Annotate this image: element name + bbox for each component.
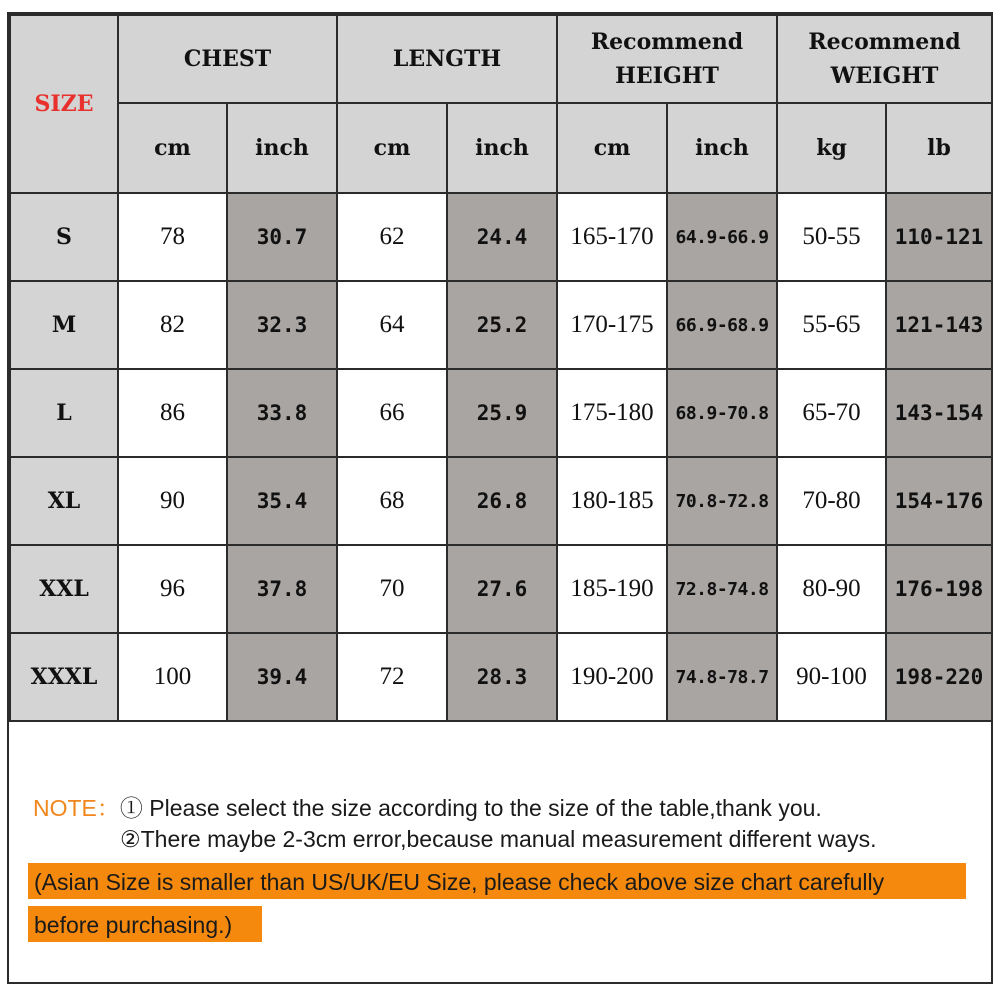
value-cell: 70.8-72.8 bbox=[667, 457, 777, 545]
value-cell: 110-121 bbox=[886, 193, 992, 281]
unit-cell: cm bbox=[557, 103, 667, 193]
value-cell: 96 bbox=[118, 545, 227, 633]
table-body bbox=[10, 193, 992, 721]
size-cell: L bbox=[10, 369, 118, 457]
size-table bbox=[9, 14, 993, 722]
length-header-label: LENGTH bbox=[392, 46, 502, 72]
value-cell: 55-65 bbox=[777, 281, 886, 369]
height-header-line1: Recommend bbox=[590, 29, 744, 55]
value-cell: 50-55 bbox=[777, 193, 886, 281]
value-cell: 154-176 bbox=[886, 457, 992, 545]
value-cell: 65-70 bbox=[777, 369, 886, 457]
value-cell: 66 bbox=[337, 369, 447, 457]
value-cell: 30.7 bbox=[227, 193, 337, 281]
weight-header-line1: Recommend bbox=[808, 29, 961, 55]
value-cell: 32.3 bbox=[227, 281, 337, 369]
size-chart bbox=[7, 12, 993, 984]
value-cell: 70-80 bbox=[777, 457, 886, 545]
value-cell: 190-200 bbox=[557, 633, 667, 721]
size-header-label: SIZE bbox=[34, 91, 94, 117]
header-row bbox=[10, 15, 992, 103]
weight-header bbox=[777, 15, 992, 103]
value-cell: 143-154 bbox=[886, 369, 992, 457]
height-header-line2: HEIGHT bbox=[615, 63, 719, 89]
length-header bbox=[337, 15, 557, 103]
value-cell: 86 bbox=[118, 369, 227, 457]
value-cell: 90 bbox=[118, 457, 227, 545]
value-cell: 25.2 bbox=[447, 281, 557, 369]
weight-header-line2: WEIGHT bbox=[830, 63, 939, 89]
value-cell: 170-175 bbox=[557, 281, 667, 369]
size-cell: M bbox=[10, 281, 118, 369]
height-header bbox=[557, 15, 777, 103]
table-row bbox=[10, 545, 992, 633]
warning-line-2: before purchasing.) bbox=[28, 906, 262, 942]
unit-cell: kg bbox=[777, 103, 886, 193]
value-cell: 74.8-78.7 bbox=[667, 633, 777, 721]
value-cell: 82 bbox=[118, 281, 227, 369]
chest-header-label: CHEST bbox=[183, 46, 272, 72]
size-cell: XXL bbox=[10, 545, 118, 633]
value-cell: 175-180 bbox=[557, 369, 667, 457]
units-row bbox=[10, 103, 992, 193]
note-label: NOTE： bbox=[33, 795, 120, 821]
value-cell: 121-143 bbox=[886, 281, 992, 369]
unit-cell: lb bbox=[886, 103, 992, 193]
value-cell: 70 bbox=[337, 545, 447, 633]
value-cell: 100 bbox=[118, 633, 227, 721]
value-cell: 66.9-68.9 bbox=[667, 281, 777, 369]
size-cell: XL bbox=[10, 457, 118, 545]
value-cell: 165-170 bbox=[557, 193, 667, 281]
value-cell: 68.9-70.8 bbox=[667, 369, 777, 457]
table-row bbox=[10, 281, 992, 369]
unit-cell: inch bbox=[227, 103, 337, 193]
value-cell: 35.4 bbox=[227, 457, 337, 545]
unit-cell: cm bbox=[337, 103, 447, 193]
value-cell: 90-100 bbox=[777, 633, 886, 721]
value-cell: 64 bbox=[337, 281, 447, 369]
value-cell: 78 bbox=[118, 193, 227, 281]
table-row bbox=[10, 193, 992, 281]
value-cell: 64.9-66.9 bbox=[667, 193, 777, 281]
value-cell: 80-90 bbox=[777, 545, 886, 633]
note-line-1 bbox=[33, 790, 822, 823]
value-cell: 176-198 bbox=[886, 545, 992, 633]
table-row bbox=[10, 457, 992, 545]
value-cell: 24.4 bbox=[447, 193, 557, 281]
note-text-1: ① Please select the size according to the size of the table,thank you. bbox=[119, 795, 822, 821]
value-cell: 62 bbox=[337, 193, 447, 281]
chest-header bbox=[118, 15, 337, 103]
value-cell: 26.8 bbox=[447, 457, 557, 545]
value-cell: 185-190 bbox=[557, 545, 667, 633]
value-cell: 27.6 bbox=[447, 545, 557, 633]
value-cell: 72 bbox=[337, 633, 447, 721]
warning-line-1: (Asian Size is smaller than US/UK/EU Size, please check above size chart carefully bbox=[28, 863, 966, 899]
table-row bbox=[10, 369, 992, 457]
value-cell: 72.8-74.8 bbox=[667, 545, 777, 633]
unit-cell: inch bbox=[447, 103, 557, 193]
value-cell: 68 bbox=[337, 457, 447, 545]
note-section bbox=[9, 724, 991, 982]
unit-cell: inch bbox=[667, 103, 777, 193]
value-cell: 28.3 bbox=[447, 633, 557, 721]
value-cell: 39.4 bbox=[227, 633, 337, 721]
value-cell: 37.8 bbox=[227, 545, 337, 633]
value-cell: 180-185 bbox=[557, 457, 667, 545]
table-row bbox=[10, 633, 992, 721]
size-cell: XXXL bbox=[10, 633, 118, 721]
note-line-2: ②There maybe 2-3cm error,because manual measurement different ways. bbox=[120, 826, 877, 852]
size-header-cell bbox=[10, 15, 118, 193]
value-cell: 33.8 bbox=[227, 369, 337, 457]
value-cell: 198-220 bbox=[886, 633, 992, 721]
unit-cell: cm bbox=[118, 103, 227, 193]
size-cell: S bbox=[10, 193, 118, 281]
value-cell: 25.9 bbox=[447, 369, 557, 457]
